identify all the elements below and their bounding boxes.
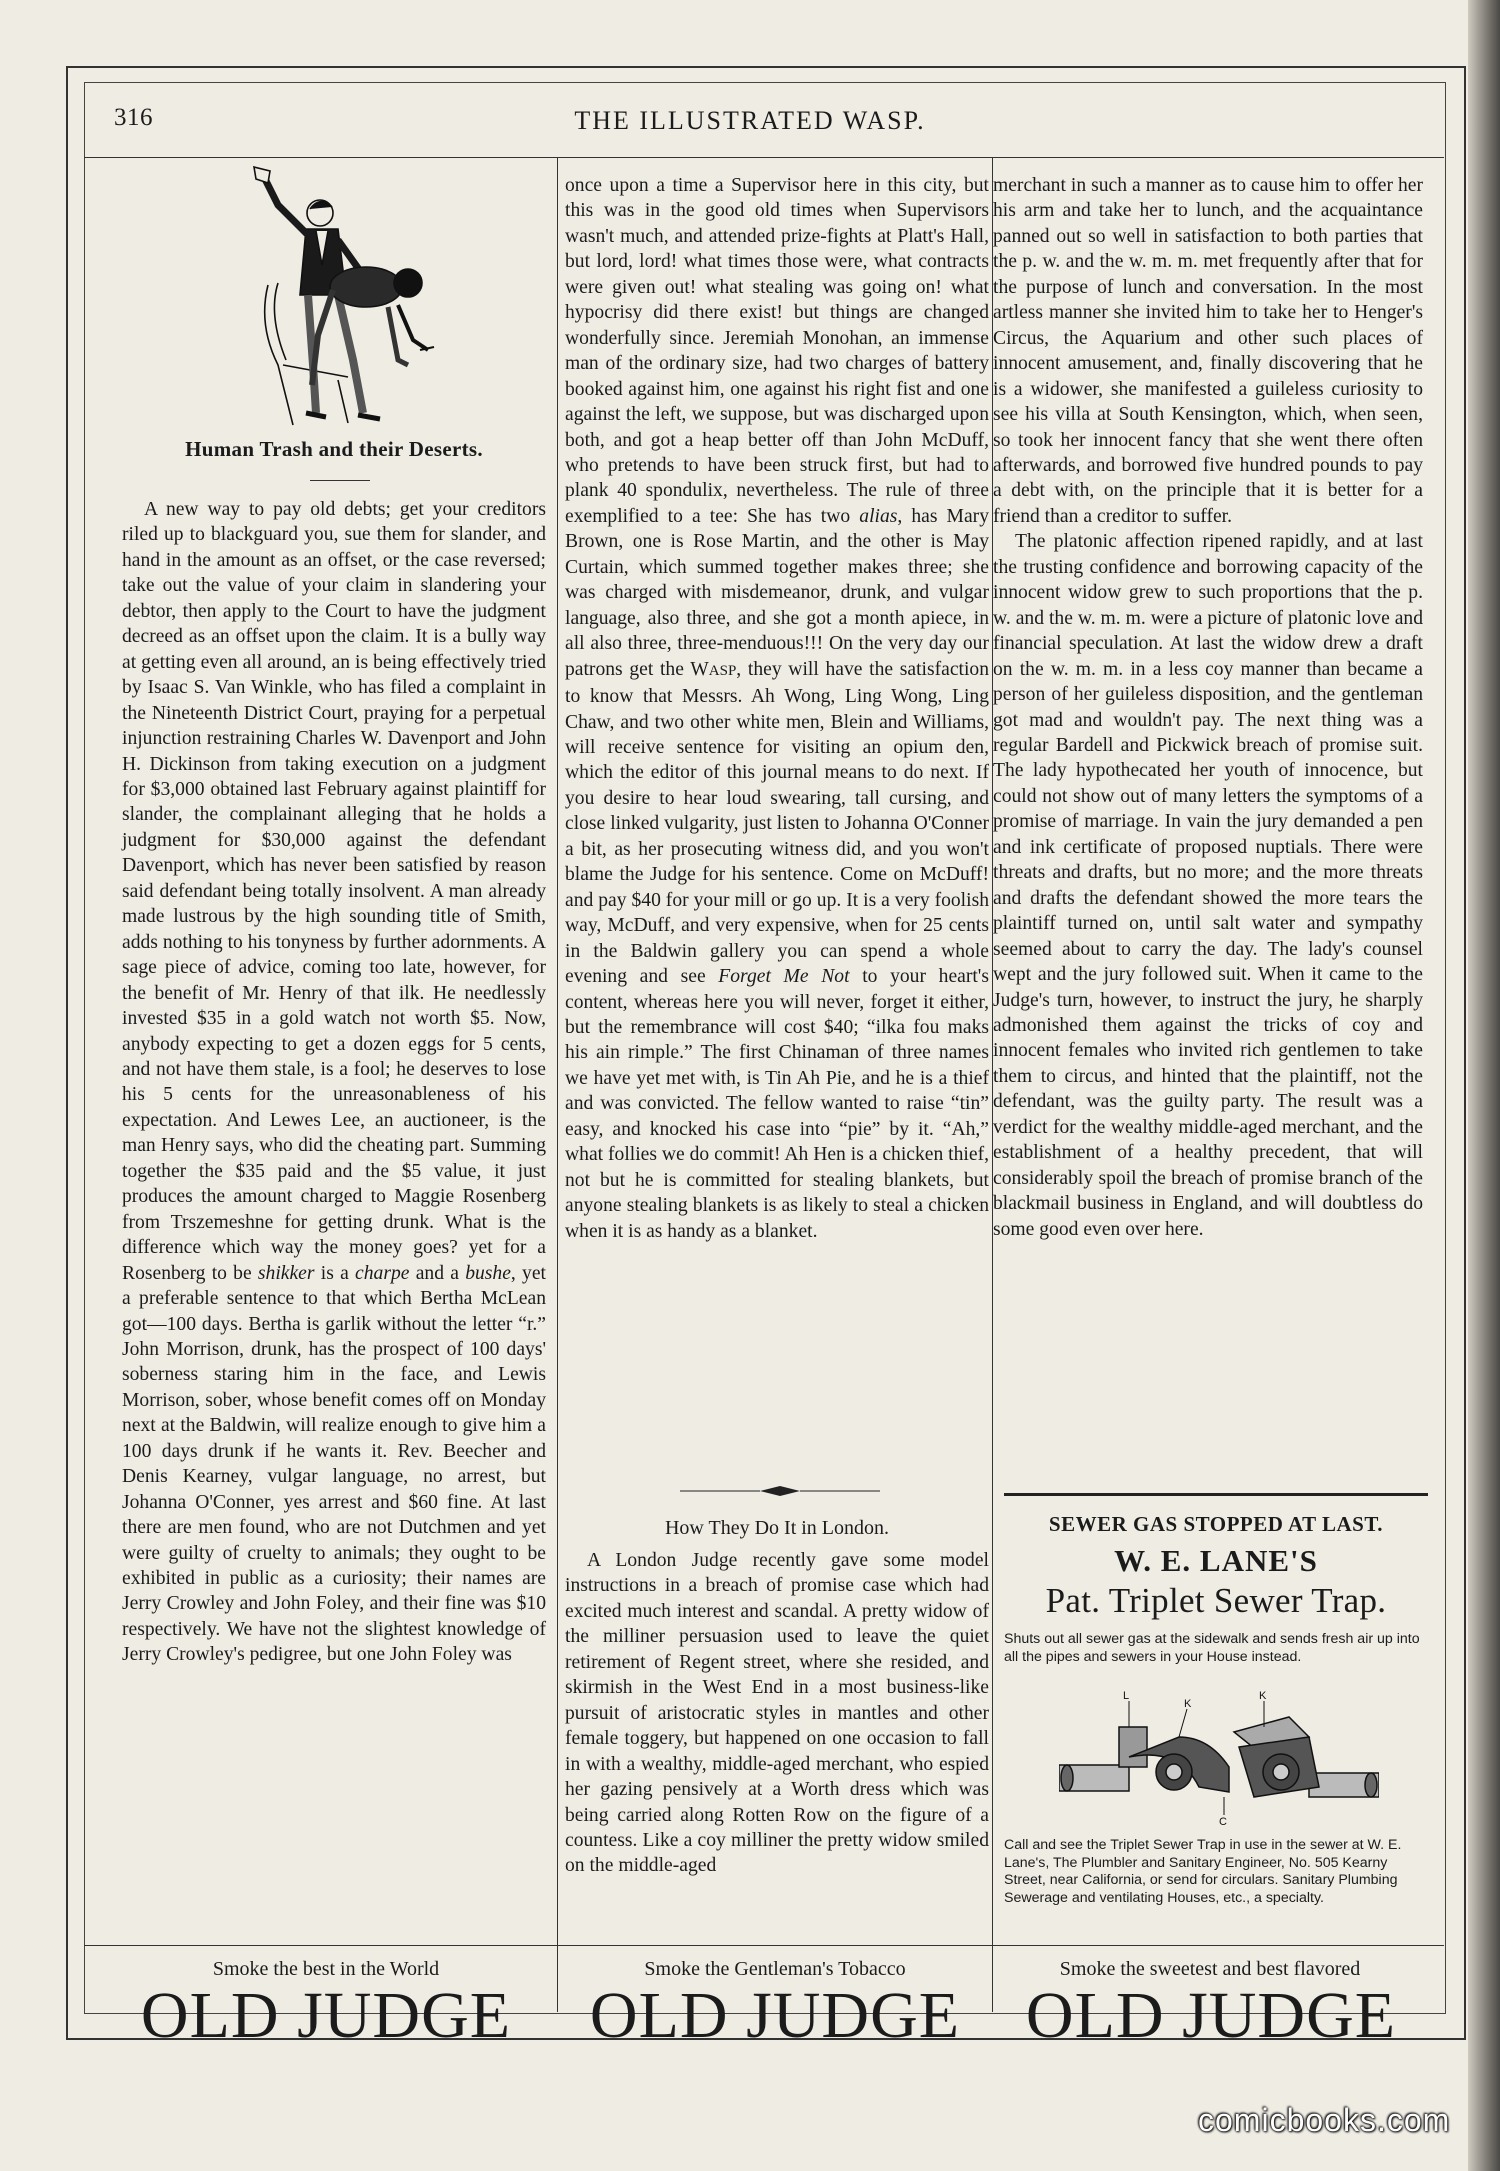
ad-details: Call and see the Triplet Sewer Trap in use in the sewer at W. E. Lane's, The Plumbler and Sanitary Engineer, No. 505 Kearny Street, near California, or send for circulars. Sanitary Plumbing Sewerage and ventilating Houses, etc., a specialty. [1004, 1837, 1402, 1906]
article-title: How They Do It in London. [664, 1517, 890, 1539]
svg-text:K: K [1259, 1690, 1267, 1702]
header-rule [84, 157, 1444, 158]
footer-brand: OLD JUDGE [589, 1979, 961, 2052]
article-paragraph: A London Judge recently gave some model instructions in a breach of promise case which had excited much interest and scandal. A pretty widow of the milliner persuasion used to leave the quiet retirement of Regent street, where she resided, and skirmish in the West End in a most business-like pursuit of aristocratic styles in mantles and other female toggery, but happened on one occasion to fall in with a wealthy, middle-aged merchant, who espied her gazing pensively at a Worth dress which was being carried along Rotten Row on the figure of a countess. Like a coy milliner the pretty widow smiled on the middle-aged [565, 1550, 989, 1877]
article-paragraph: The platonic affection ripened rapidly, and at last the trusting confidence and borrowing capacity of the innocent widow grew to such proportions that the p. w. and the w. m. m. were a picture of platonic love and financial speculation. At last the widow drew a draft on the w. m. m. in a less coy manner than became a person of her guileless disposition, and the gentleman got mad and wouldn't pay. The next thing was a regular Bardell and Pickwick breach of promise suit. The lady hypothecated her youth of innocence, but could not show out of many letters the symptoms of a promise of marriage. In vain the jury demanded a pen and ink certificate of proposed nuptials. There were threats and drafts, but no more; and the more threats and drafts the defendant showed the more tears the plaintiff turned on, until salt water and sympathy seemed about to carry the day. The lady's counsel wept and the jury followed suit. When it came to the Judge's turn, however, to instruct the jury, he sharply admonished them against the tricks of coy and innocent females who invited rich gentlemen to take them to circus, and hinted that the plaintiff, not the defendant, was the guilty party. The result was a verdict for the wealthy middle-aged merchant, and the establishment of a healthy precedent, that will considerably spoil the breach of promise branch of the blackmail business in England, and will doubtless do some good even over here. [993, 531, 1423, 1240]
ad-product: Pat. Triplet Sewer Trap. [1045, 1581, 1387, 1620]
article-paragraph: merchant in such a manner as to cause him to offer her his arm and take her to lunch, and the acquaintance panned out so well in satisfaction to both parties that the p. w. and the w. m. m. met frequently after that for the purpose of lunch and conversation. In the most artless manner she invited him to take her to Henger's Circus, the Aquarium and other such places of innocent amusement, and, finally discovering that he is a widower, she manifested a guileless curiosity to see his villa at South Kensington, which, when seen, so took her innocent fancy that she went there often afterwards, and borrowed five hundred pounds to pay a debt with, on the principle that it is better for a friend than a creditor to suffer. [993, 175, 1423, 527]
column-1 [122, 497, 546, 1668]
ad-company: W. E. LANE'S [1114, 1543, 1318, 1578]
ad-top-rule [1004, 1493, 1428, 1496]
footer-tagline: Smoke the best in the World [212, 1958, 440, 1980]
article-title: Human Trash and their Deserts. [185, 437, 483, 461]
watermark: comicbooks.com [1198, 2102, 1451, 2138]
page-edge-shadow [1468, 0, 1500, 2171]
title-rule [310, 480, 370, 481]
footer-brand: OLD JUDGE [140, 1979, 512, 2052]
page-title: THE ILLUSTRATED WASP. [574, 106, 926, 135]
sewer-trap-diagram-icon [1059, 1687, 1379, 1827]
column-2 [565, 173, 989, 1244]
column-2-bottom [565, 1548, 989, 1879]
svg-text:C: C [1219, 1816, 1227, 1827]
spanking-cartoon-icon [238, 165, 438, 430]
svg-text:K: K [1184, 1698, 1192, 1710]
ad-description: Shuts out all sewer gas at the sidewalk and sends fresh air up into all the pipes and sewers in your House instead. [1004, 1631, 1420, 1665]
column-divider-1 [557, 157, 558, 2012]
footer-tagline: Smoke the Gentleman's Tobacco [644, 1958, 906, 1980]
advertisement [1004, 1512, 1428, 1906]
article-paragraph: once upon a time a Supervisor here in this city, but this was in the good old times when Supervisors wasn't much, and attended prize-fights at Platt's Hall, but lord, lord! what times those were, what contracts were given out! what stealing was going on! what hypocrisy did there exist! but things are changed wonderfully since. Jeremiah Monohan, an immense man of the ordinary size, had two charges of battery booked against him, one against his right fist and one against the left, we suppose, but was discharged upon both, and got a heap better off than John McDuff, who pretends to have been struck first, but had to plank 40 spondulix, nevertheless. The rule of three exemplified to a tee: She has two alias, has Mary Brown, one is Rose Martin, and the other is May Curtain, which summed together makes three; she was charged with misdemeanor, drunk, and vulgar language, also three, and she got a month apiece, in all also three, three-menduous!!! On the very day our patrons get the WASP, they will have the satisfaction to know that Messrs. Ah Wong, Ling Wong, Ling Chaw, and two other white men, Blein and Williams, will receive sentence for visiting an opium den, which the editor of this journal means to do next. If you desire to hear loud swearing, tall cursing, and close linked vulgarity, just listen to Johanna O'Conner a bit, as her prosecuting witness did, and you won't blame the Judge for his sentence. Come on McDuff! and pay $40 for your mill or go up. It is a very foolish way, McDuff, and very expensive, when for 25 cents in the Baldwin gallery you can spend a whole evening and see Forget Me Not to your heart's content, whereas here you will never, forget it either, but the remembrance will cost $40; “ilka fou maks his ain rimple.” The first Chinaman of three names we have yet met with, is Tin Ah Pie, and he is a thief and was convicted. The fellow wanted to raise “tin” easy, and knocked his case into “pie” by it. “Ah,” what follies we do commit! Ah Hen is a chicken thief, not but he is committed for stealing blankets, but anyone stealing blankets is as likely to steal a chicken when it is as handy as a blanket. [565, 175, 990, 1242]
svg-text:L: L [1123, 1690, 1130, 1702]
article-paragraph: A new way to pay old debts; get your creditors riled up to blackguard you, sue them for slander, and hand in the amount as an offset, or the case reversed; take out the value of your claim in slandering your debtor, then apply to the Court to have the judgment decreed as an offset upon the claim. It is a bully way at getting even all around, an is being effectively tried by Isaac S. Van Winkle, who has filed a complaint in the Nineteenth District Court, praying for a perpetual injunction restraining Charles W. Davenport and John H. Dickinson from taking execution on a judgment for $3,000 obtained last February against plaintiff for slander, the complainant alleging that he holds a judgment for $30,000 against the defendant Davenport, which has never been satisfied by reason said defendant being totally insolvent. A man already made lustrous by the high sounding title of Smith, adds nothing to his tonyness by further adornments. A sage piece of advice, coming too late, however, for the benefit of Mr. Henry of that ilk. He needlessly invested $35 in a gold watch not worth $5. Now, anybody expecting to get a dozen eggs for 5 cents, and not have them stale, is a fool; he deserves to lose his 5 cents for the unreasonableness of his expectation. And Lewes Lee, an auctioneer, is the man Henry says, who did the cheating part. Summing together the $35 paid and the $5 value, it just produces the amount charged to Maggie Rosenberg from Trszemeshne for getting drunk. What is the difference which way the money goes? yet for a Rosenberg to be shikker is a charpe and a bushe, yet a preferable sentence to that which Bertha McLean got—100 days. Bertha is garlik without the letter “r.” John Morrison, drunk, has the prospect of 100 days' soberness staring him in the face, and Lewis Morrison, sober, whose benefit comes off on Monday next at the Baldwin, will realize enough to give him a 100 days drunk if he wants it. Rev. Beecher and Denis Kearney, vulgar language, no arrest, but Johanna O'Conner, yes arrest and $60 fine. At last there are men found, who are not Dutchmen and yet were guilty of cruelty to animals; they ought to be exhibited in public as a curiosity; their names are Jerry Crowley and John Foley, and their fine was $10 respectively. We have not the slightest knowledge of Jerry Crowley's pedigree, but one John Foley was [122, 499, 546, 1666]
page-number: 316 [114, 104, 153, 131]
footer-brand: OLD JUDGE [1025, 1979, 1397, 2052]
column-3 [993, 173, 1423, 1242]
footer-rule [84, 1945, 1444, 1946]
ornament-divider-icon [680, 1485, 880, 1497]
ad-headline: SEWER GAS STOPPED AT LAST. [1048, 1512, 1384, 1536]
footer-tagline: Smoke the sweetest and best flavored [1059, 1958, 1361, 1980]
